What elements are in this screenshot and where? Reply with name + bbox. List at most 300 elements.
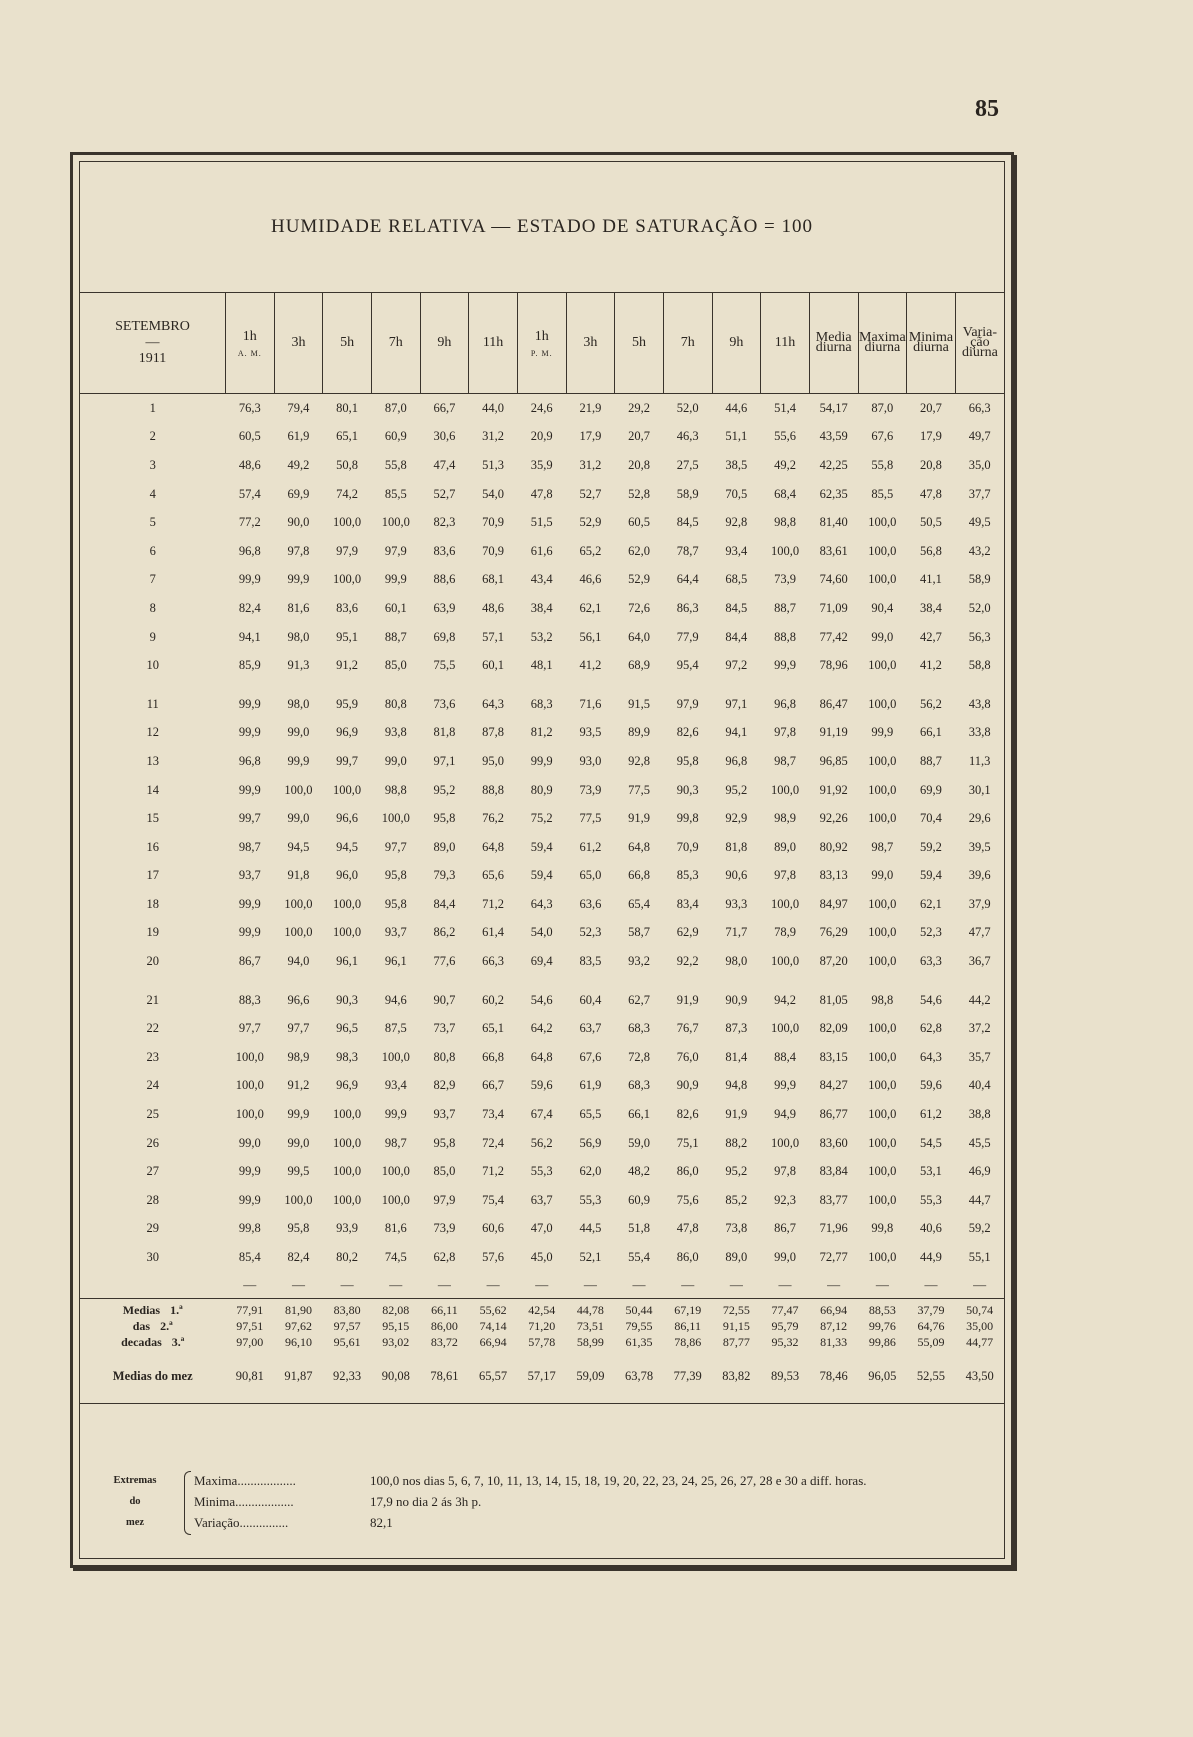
month-mean-value: 83,82: [712, 1351, 761, 1404]
dash-cell: —: [583, 1276, 597, 1292]
value-cell: 62,1: [579, 600, 602, 615]
month-mean-value: 52,55: [907, 1351, 956, 1404]
value-cell: 87,0: [384, 400, 407, 415]
value-cell: 90,7: [433, 992, 456, 1007]
value-cell: 100,0: [381, 515, 410, 530]
value-cell: 81,8: [433, 725, 456, 740]
value-cell: 97,1: [725, 696, 748, 711]
value-cell: 96,5: [336, 1021, 359, 1036]
value-cell: 27,5: [676, 457, 699, 472]
value-cell: 60,6: [482, 1221, 505, 1236]
decade-gap: [80, 976, 1004, 986]
value-cell: 99,9: [287, 1107, 310, 1122]
value-cell: 59,4: [530, 839, 553, 854]
decade-mean-label-text: decadas: [121, 1335, 162, 1350]
value-cell: 100,0: [333, 515, 362, 530]
value-cell: 90,4: [871, 600, 894, 615]
value-cell: 80,2: [336, 1250, 359, 1265]
value-cell: 77,5: [579, 811, 602, 826]
decade-mean-label: [80, 1335, 225, 1351]
value-cell: 81,6: [287, 600, 310, 615]
decade-mean-value: 55,09: [917, 1335, 945, 1350]
value-cell: 43,59: [819, 429, 848, 444]
value-cell: 94,6: [384, 992, 407, 1007]
value-cell: 100,0: [381, 1049, 410, 1064]
table-row: [80, 947, 1004, 976]
value-cell: 66,1: [920, 725, 942, 740]
value-cell: 83,15: [819, 1049, 848, 1064]
value-cell: 84,97: [819, 896, 848, 911]
value-cell: 51,3: [482, 457, 505, 472]
value-cell: 60,1: [384, 600, 407, 615]
value-cell: 81,2: [530, 725, 553, 740]
header-row: [80, 293, 1004, 394]
value-cell: 91,2: [336, 658, 359, 673]
value-cell: 88,6: [433, 572, 456, 587]
value-cell: 94,8: [725, 1078, 748, 1093]
value-cell: 58,9: [968, 572, 991, 587]
value-cell: 100,0: [333, 572, 362, 587]
decade-mean-value: 79,55: [625, 1319, 653, 1334]
value-cell: 92,9: [725, 811, 748, 826]
decade-mean-value: 95,15: [382, 1319, 410, 1334]
value-cell: 55,3: [920, 1192, 942, 1207]
value-cell: 56,1: [579, 629, 602, 644]
table-body: [80, 394, 1004, 1404]
value-cell: 94,1: [725, 725, 748, 740]
value-cell: 66,7: [433, 400, 456, 415]
value-cell: 96,1: [384, 954, 407, 969]
value-cell: 71,96: [819, 1221, 848, 1236]
table-row: [80, 566, 1004, 595]
value-cell: 49,2: [774, 457, 796, 472]
value-cell: 70,9: [482, 543, 505, 558]
value-cell: 71,2: [482, 1164, 505, 1179]
value-cell: 74,60: [819, 572, 848, 587]
value-cell: 96,8: [774, 696, 796, 711]
header-media: Media diurna: [809, 293, 858, 394]
day-cell: 30: [146, 1250, 159, 1265]
value-cell: 35,9: [530, 457, 553, 472]
decade-mean-value: 83,80: [323, 1298, 372, 1319]
decade-mean-value: 66,11: [420, 1298, 469, 1319]
day-cell: 24: [146, 1078, 159, 1093]
value-cell: 42,7: [920, 629, 942, 644]
table-row: [80, 804, 1004, 833]
dash-cell: —: [973, 1276, 987, 1292]
dash-cell: —: [875, 1276, 889, 1292]
value-cell: 100,0: [868, 543, 897, 558]
value-cell: 76,29: [819, 925, 848, 940]
dash-cell: —: [389, 1276, 403, 1292]
value-cell: 99,0: [287, 1135, 310, 1150]
dash-cell: —: [535, 1276, 549, 1292]
value-cell: 90,0: [287, 515, 310, 530]
day-cell: 25: [146, 1107, 159, 1122]
value-cell: 91,92: [819, 782, 848, 797]
value-cell: 86,7: [238, 954, 261, 969]
value-cell: 39,5: [968, 839, 991, 854]
table-row: [80, 594, 1004, 623]
value-cell: 20,8: [920, 457, 942, 472]
value-cell: 97,8: [774, 725, 796, 740]
value-cell: 65,6: [482, 868, 505, 883]
value-cell: 83,60: [819, 1135, 848, 1150]
decade-mean-value: 97,51: [236, 1319, 264, 1334]
value-cell: 56,2: [530, 1135, 553, 1150]
month-mean-value: 77,39: [663, 1351, 712, 1404]
value-cell: 93,3: [725, 896, 748, 911]
value-cell: 52,1: [579, 1250, 602, 1265]
day-cell: 5: [149, 515, 156, 530]
value-cell: 42,25: [819, 457, 848, 472]
value-cell: 98,7: [871, 839, 894, 854]
value-cell: 43,4: [530, 572, 553, 587]
value-cell: 49,2: [287, 457, 310, 472]
value-cell: 99,5: [287, 1164, 310, 1179]
value-cell: 20,7: [920, 400, 942, 415]
value-cell: 72,8: [628, 1049, 650, 1064]
value-cell: 100,0: [333, 1164, 362, 1179]
value-cell: 61,4: [482, 925, 505, 940]
table-row: [80, 1215, 1004, 1244]
dash-cell: —: [291, 1276, 305, 1292]
decade-mean-value: 82,08: [371, 1298, 420, 1319]
decade-ordinal: 1.ª: [170, 1303, 183, 1318]
day-cell: 8: [149, 600, 156, 615]
value-cell: 100,0: [868, 811, 897, 826]
table-row: [80, 451, 1004, 480]
dash-cell: [80, 1272, 225, 1299]
day-cell: 13: [146, 753, 159, 768]
value-cell: 17,9: [579, 429, 602, 444]
value-cell: 93,5: [579, 725, 602, 740]
table-row: [80, 1100, 1004, 1129]
value-cell: 73,6: [433, 696, 456, 711]
table-row: [80, 1072, 1004, 1101]
decade-mean-value: 93,02: [382, 1335, 410, 1350]
value-cell: 69,9: [920, 782, 942, 797]
value-cell: 98,0: [287, 629, 310, 644]
value-cell: 38,5: [725, 457, 748, 472]
dash-cell: —: [924, 1276, 938, 1292]
value-cell: 87,3: [725, 1021, 748, 1036]
value-cell: 51,8: [628, 1221, 650, 1236]
value-cell: 84,4: [433, 896, 456, 911]
decade-mean-label-text: das: [132, 1319, 151, 1334]
value-cell: 66,1: [628, 1107, 650, 1122]
value-cell: 75,6: [676, 1192, 699, 1207]
value-cell: 54,0: [530, 925, 553, 940]
value-cell: 81,4: [725, 1049, 748, 1064]
dash-cell: —: [827, 1276, 841, 1292]
value-cell: 30,6: [433, 429, 456, 444]
value-cell: 99,9: [238, 696, 261, 711]
value-cell: 47,8: [676, 1221, 699, 1236]
value-cell: 49,5: [968, 515, 991, 530]
decade-mean-value: 55,62: [469, 1298, 518, 1319]
value-cell: 73,9: [579, 782, 602, 797]
value-cell: 80,8: [384, 696, 407, 711]
value-cell: 94,5: [287, 839, 310, 854]
extreme-min-label: Minima..................: [194, 1494, 294, 1509]
day-cell: 17: [146, 868, 159, 883]
value-cell: 86,0: [676, 1164, 699, 1179]
value-cell: 99,9: [384, 1107, 407, 1122]
value-cell: 97,7: [287, 1021, 310, 1036]
day-cell: 10: [146, 658, 159, 673]
value-cell: 33,8: [968, 725, 991, 740]
value-cell: 100,0: [333, 1135, 362, 1150]
day-cell: 11: [146, 696, 159, 711]
value-cell: 93,0: [579, 753, 602, 768]
value-cell: 64,0: [628, 629, 650, 644]
value-cell: 100,0: [235, 1049, 264, 1064]
value-cell: 73,4: [482, 1107, 505, 1122]
header-hour: 9h: [420, 293, 469, 394]
value-cell: 77,9: [676, 629, 699, 644]
value-cell: 91,9: [628, 811, 650, 826]
decade-mean-value: 67,19: [663, 1298, 712, 1319]
value-cell: 100,0: [770, 782, 800, 797]
value-cell: 97,8: [774, 1164, 796, 1179]
value-cell: 52,3: [579, 925, 602, 940]
value-cell: 52,9: [628, 572, 650, 587]
value-cell: 51,4: [774, 400, 796, 415]
value-cell: 24,6: [530, 400, 553, 415]
value-cell: 100,0: [770, 1135, 800, 1150]
day-cell: 9: [149, 629, 156, 644]
value-cell: 69,8: [433, 629, 456, 644]
value-cell: 77,2: [238, 515, 261, 530]
value-cell: 85,5: [871, 486, 894, 501]
value-cell: 69,9: [287, 486, 310, 501]
value-cell: 65,4: [628, 896, 650, 911]
value-cell: 88,7: [384, 629, 407, 644]
value-cell: 83,6: [336, 600, 359, 615]
value-cell: 100,0: [284, 782, 313, 797]
value-cell: 45,0: [530, 1250, 553, 1265]
decade-mean-value: 61,35: [625, 1335, 653, 1350]
value-cell: 68,9: [628, 658, 650, 673]
value-cell: 40,6: [920, 1221, 942, 1236]
value-cell: 66,3: [482, 954, 505, 969]
value-cell: 65,2: [579, 543, 602, 558]
table-row: [80, 537, 1004, 566]
value-cell: 95,8: [676, 753, 699, 768]
value-cell: 58,9: [676, 486, 699, 501]
day-cell: 28: [146, 1192, 159, 1207]
value-cell: 99,8: [871, 1221, 894, 1236]
value-cell: 44,9: [920, 1250, 942, 1265]
header-pm: P. M.: [530, 348, 553, 358]
value-cell: 99,9: [238, 1192, 261, 1207]
value-cell: 86,0: [676, 1250, 699, 1265]
humidity-table: [80, 292, 1004, 1404]
value-cell: 74,5: [384, 1250, 407, 1265]
value-cell: 70,9: [482, 515, 505, 530]
value-cell: 73,7: [433, 1021, 456, 1036]
value-cell: 99,7: [238, 811, 261, 826]
value-cell: 41,2: [579, 658, 602, 673]
value-cell: 62,8: [920, 1021, 942, 1036]
header-hour: 11h: [761, 293, 810, 394]
value-cell: 20,8: [628, 457, 650, 472]
decade-mean-value: 66,94: [479, 1335, 507, 1350]
value-cell: 17,9: [920, 429, 942, 444]
value-cell: 62,0: [579, 1164, 602, 1179]
decade-mean-value: 44,78: [566, 1298, 615, 1319]
value-cell: 55,3: [579, 1192, 602, 1207]
table-row: [80, 919, 1004, 948]
value-cell: 98,8: [774, 515, 796, 530]
value-cell: 47,8: [530, 486, 553, 501]
value-cell: 100,0: [868, 1078, 897, 1093]
month-mean-value: 91,87: [274, 1351, 323, 1404]
value-cell: 96,9: [336, 725, 359, 740]
decade-mean-label: [80, 1319, 225, 1335]
value-cell: 97,8: [287, 543, 310, 558]
value-cell: 71,09: [819, 600, 848, 615]
value-cell: 77,6: [433, 954, 456, 969]
value-cell: 44,6: [725, 400, 748, 415]
decade-mean-value: 71,20: [528, 1319, 556, 1334]
header-month-cell: [80, 293, 225, 394]
header-hour: 3h: [566, 293, 615, 394]
day-cell: 6: [149, 543, 156, 558]
value-cell: 55,8: [871, 457, 894, 472]
day-cell: 19: [146, 925, 159, 940]
value-cell: 97,8: [774, 868, 796, 883]
value-cell: 80,92: [819, 839, 848, 854]
value-cell: 87,8: [482, 725, 505, 740]
value-cell: 94,0: [287, 954, 310, 969]
decade-mean-value: 35,00: [966, 1319, 994, 1334]
day-cell: 1: [149, 400, 156, 415]
table-row: [80, 747, 1004, 776]
value-cell: 47,4: [433, 457, 456, 472]
value-cell: 60,4: [579, 992, 602, 1007]
value-cell: 60,9: [384, 429, 407, 444]
value-cell: 64,8: [530, 1049, 553, 1064]
value-cell: 52,8: [628, 486, 650, 501]
value-cell: 62,35: [819, 486, 848, 501]
value-cell: 38,8: [968, 1107, 991, 1122]
value-cell: 95,9: [336, 696, 359, 711]
value-cell: 59,6: [920, 1078, 942, 1093]
extreme-var-label: Variação...............: [194, 1515, 289, 1530]
value-cell: 77,42: [819, 629, 848, 644]
decade-mean-value: 97,57: [333, 1319, 361, 1334]
value-cell: 100,0: [868, 515, 897, 530]
value-cell: 64,8: [628, 839, 650, 854]
value-cell: 100,0: [770, 543, 800, 558]
value-cell: 99,9: [238, 896, 261, 911]
value-cell: 71,7: [725, 925, 748, 940]
value-cell: 95,8: [287, 1221, 310, 1236]
header-am: A. M.: [237, 348, 262, 358]
extremes-brace: [184, 1471, 191, 1535]
value-cell: 81,05: [819, 992, 848, 1007]
value-cell: 72,4: [482, 1135, 505, 1150]
dash-cell: —: [632, 1276, 646, 1292]
value-cell: 54,17: [819, 400, 848, 415]
month-mean-value: 57,17: [517, 1351, 566, 1404]
value-cell: 94,2: [774, 992, 796, 1007]
value-cell: 100,0: [868, 1250, 897, 1265]
extremes-labels: [194, 1470, 364, 1533]
value-cell: 59,0: [628, 1135, 650, 1150]
value-cell: 63,7: [579, 1021, 602, 1036]
value-cell: 38,4: [530, 600, 553, 615]
value-cell: 75,1: [676, 1135, 699, 1150]
decade-mean-value: 87,77: [722, 1335, 750, 1350]
header-hour: 1h A. M.: [225, 293, 274, 394]
gap-cell: [80, 976, 1004, 986]
decade-mean-value: 95,61: [333, 1335, 361, 1350]
value-cell: 85,0: [384, 658, 407, 673]
value-cell: 55,3: [530, 1164, 553, 1179]
decade-mean-row: [80, 1335, 1004, 1351]
value-cell: 63,7: [530, 1192, 553, 1207]
table-row: [80, 690, 1004, 719]
value-cell: 85,0: [433, 1164, 456, 1179]
header-hour: 5h: [323, 293, 372, 394]
value-cell: 91,19: [819, 725, 848, 740]
value-cell: 70,9: [676, 839, 699, 854]
value-cell: 60,9: [628, 1192, 650, 1207]
value-cell: 20,7: [628, 429, 650, 444]
value-cell: 43,2: [968, 543, 991, 558]
decade-mean-label: [80, 1298, 225, 1319]
value-cell: 100,0: [868, 572, 897, 587]
value-cell: 66,7: [482, 1078, 505, 1093]
value-cell: 90,9: [725, 992, 748, 1007]
value-cell: 41,1: [920, 572, 942, 587]
value-cell: 68,3: [530, 696, 553, 711]
value-cell: 62,9: [676, 925, 699, 940]
value-cell: 93,4: [384, 1078, 407, 1093]
dash-cell: —: [778, 1276, 792, 1292]
value-cell: 21,9: [579, 400, 602, 415]
value-cell: 98,9: [287, 1049, 310, 1064]
decade-mean-value: 37,79: [907, 1298, 956, 1319]
value-cell: 80,9: [530, 782, 553, 797]
value-cell: 100,0: [381, 1164, 410, 1179]
value-cell: 99,8: [238, 1221, 261, 1236]
value-cell: 44,0: [482, 400, 505, 415]
value-cell: 76,7: [676, 1021, 699, 1036]
value-cell: 95,8: [433, 1135, 456, 1150]
value-cell: 96,9: [336, 1078, 359, 1093]
value-cell: 60,1: [482, 658, 505, 673]
value-cell: 93,9: [336, 1221, 359, 1236]
value-cell: 65,1: [482, 1021, 505, 1036]
value-cell: 95,8: [384, 896, 407, 911]
value-cell: 98,0: [287, 696, 310, 711]
value-cell: 76,2: [482, 811, 505, 826]
day-cell: 20: [146, 954, 159, 969]
value-cell: 54,6: [530, 992, 553, 1007]
value-cell: 100,0: [868, 925, 897, 940]
page-number: 85: [975, 96, 999, 122]
value-cell: 100,0: [284, 925, 313, 940]
value-cell: 81,8: [725, 839, 748, 854]
value-cell: 100,0: [284, 896, 313, 911]
day-cell: 16: [146, 839, 159, 854]
value-cell: 83,84: [819, 1164, 848, 1179]
value-cell: 81,6: [384, 1221, 407, 1236]
